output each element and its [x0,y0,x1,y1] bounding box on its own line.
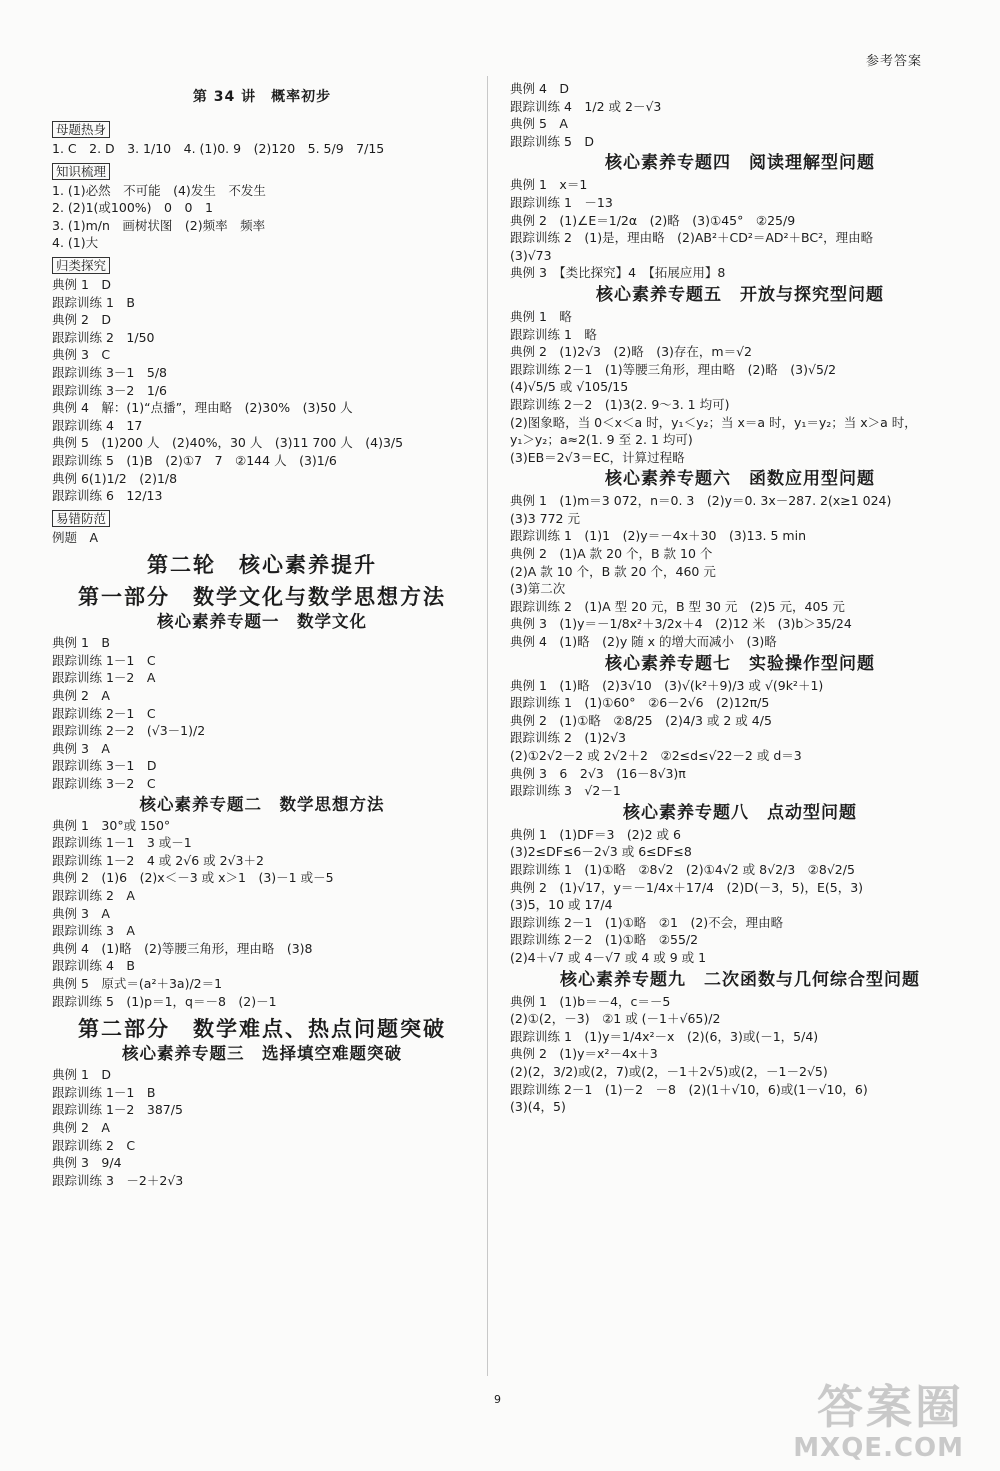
answer-line: (2)4＋√7 或 4－√7 或 4 或 9 或 1 [510,949,707,965]
answer-line: 典例 2 (1)A 款 20 个，B 款 10 个 [510,546,713,562]
answer-line: 典例 1 (1)略 (2)3√10 (3)√(k²＋9)/3 或 √(9k²＋1) [510,677,824,693]
answer-line: 跟踪训练 2 A [52,888,135,903]
answer-line: 跟踪训练 3 √2－1 [510,783,621,799]
answer-line: 典例 1 D [52,1067,112,1083]
answer-line: (2)(2，3/2)或(2，7)或(2，－1＋2√5)或(2，－1－2√5) [510,1063,828,1079]
left-column [52,80,472,1189]
answer-line: 3. (1)m/n 画树状图 (2)频率 频率 [52,217,266,233]
running-header: 参考答案 [865,54,922,69]
answer-line: (3)5，10 或 17/4 [510,897,613,913]
answer-line: 跟踪训练 2－2 (1)3(2. 9～3. 1 均可) [510,396,730,412]
lecture-title: 第 34 讲 概率初步 [192,89,332,105]
section-label-row [52,505,472,529]
column-divider [487,76,488,1376]
answer-line: 典例 1 B [52,635,111,651]
topic-heading: 核心素养专题五 开放与探究型问题 [596,284,884,305]
answer-line: 跟踪训练 4 1/2 或 2－√3 [510,98,662,114]
answer-line: 跟踪训练 2－2 (1)①略 ②55/2 [510,932,699,948]
answer-line: (2)A 款 10 个，B 款 20 个，460 元 [510,563,716,579]
answer-line: 典例 4 (1)略 (2)等腰三角形，理由略 (3)8 [52,940,313,956]
answer-line: 典例 2 (1)6 (2)x＜－3 或 x＞1 (3)－1 或－5 [52,870,334,886]
answer-line: 跟踪训练 3 －2＋2√3 [52,1172,184,1188]
answer-line: 跟踪训练 1－1 3 或－1 [52,835,192,851]
answer-line: 跟踪训练 3－2 1/6 [52,382,167,398]
topic-heading: 核心素养专题六 函数应用型问题 [605,469,875,490]
answer-line: (3)√73 [510,247,552,263]
watermark-logo [793,1381,964,1463]
answer-line: 典例 1 x＝1 [510,177,588,193]
section-label: 易错防范 [52,510,110,527]
answer-line: 跟踪训练 1 (1)y＝1/4x²－x (2)(6，3)或(－1，5/4) [510,1028,819,1044]
answer-line: 跟踪训练 2 (1)2√3 [510,730,627,746]
answer-line: 跟踪训练 1－1 C [52,652,156,668]
answer-line: 跟踪训练 3－1 D [52,758,157,774]
answer-line: 跟踪训练 3－2 C [52,776,156,792]
answer-line: 典例 3 C [52,347,111,363]
answer-line: 跟踪训练 1 略 [510,326,597,342]
answer-line: 跟踪训练 2 C [52,1137,136,1153]
answer-line: 跟踪训练 1 (1)①60° ②6－2√6 (2)12π/5 [510,695,770,711]
topic-heading: 核心素养专题九 二次函数与几何综合型问题 [560,969,920,990]
answer-line: 例题 A [52,529,99,545]
answer-line: 典例 1 (1)DF＝3 (2)2 或 6 [510,826,681,842]
answer-line: 跟踪训练 2－1 (1)－2 －8 (2)(1＋√10，6)或(1－√10，6) [510,1081,868,1097]
answer-line: (3)第二次 [510,581,566,597]
watermark-text: 答案圈 [817,1380,964,1434]
answer-line: 1. (1)必然 不可能 (4)发生 不发生 [52,182,266,198]
answer-line: 典例 3 6 2√3 (16－8√3)π [510,765,686,781]
answer-line: 跟踪训练 1 B [52,294,136,310]
answer-line: 跟踪训练 2 (1)是，理由略 (2)AB²＋CD²＝AD²＋BC²，理由略 [510,230,874,246]
answer-line: 跟踪训练 1－2 387/5 [52,1102,183,1118]
part-heading: 第二部分 数学难点、热点问题突破 [78,1017,446,1042]
answer-line: 跟踪训练 2－2 (√3－1)/2 [52,723,206,739]
answer-line: 典例 3 【类比探究】4 【拓展应用】8 [510,265,726,281]
answer-line: 跟踪训练 3 A [52,923,135,939]
answer-line: 典例 5 (1)200 人 (2)40%，30 人 (3)11 700 人 (4)3/5 [52,435,404,451]
answer-line: (2)图象略，当 0＜x＜a 时，y₁＜y₂；当 x＝a 时，y₁＝y₂；当 x＞a 时， [510,414,917,430]
answer-line: 典例 3 A [52,905,110,921]
answer-line: (3)2≤DF≤6－2√3 或 6≤DF≤8 [510,844,692,860]
answer-line: 跟踪训练 1 (1)1 (2)y＝－4x＋30 (3)13. 5 min [510,528,807,544]
topic-heading: 核心素养专题四 阅读理解型问题 [605,153,875,174]
section-label: 归类探究 [52,257,110,274]
answer-line: 跟踪训练 4 17 [52,417,143,433]
part-heading: 第二轮 核心素养提升 [147,553,377,578]
answer-line: 2. (2)1(或100%) 0 0 1 [52,200,213,216]
answer-line: 跟踪训练 4 B [52,958,136,974]
right-column [510,80,970,1116]
answer-line: 跟踪训练 1－2 4 或 2√6 或 2√3＋2 [52,852,264,868]
answer-line: 典例 5 原式＝(a²＋3a)/2＝1 [52,975,223,991]
section-label-row [52,116,472,140]
answer-line: 跟踪训练 3－1 5/8 [52,364,167,380]
answer-line: 典例 1 (1)m＝3 072，n＝0. 3 (2)y＝0. 3x－287. 2(x≥1 024) [510,493,892,509]
topic-heading: 核心素养专题八 点动型问题 [623,802,857,823]
answer-line: 典例 1 D [52,276,112,292]
answer-line: 典例 3 A [52,740,110,756]
answer-line: 典例 4 D [510,81,570,96]
answer-line: (3)(4，5) [510,1099,566,1115]
answer-line: 跟踪训练 2－1 (1)等腰三角形，理由略 (2)略 (3)√5/2 [510,361,837,377]
answer-line: 典例 3 9/4 [52,1155,122,1171]
answer-line: 典例 6(1)1/2 (2)1/8 [52,470,178,486]
section-label: 知识梳理 [52,163,110,180]
answer-line: 典例 2 D [52,312,112,328]
topic-heading: 核心素养专题二 数学思想方法 [139,794,385,814]
answer-line: 跟踪训练 1－2 A [52,670,156,686]
answer-line: 4. (1)大 [52,235,99,251]
answer-line: 典例 1 (1)b＝－4，c＝－5 [510,993,671,1009]
answer-line: 跟踪训练 1 －13 [510,194,613,210]
answer-line: (2)①2√2－2 或 2√2＋2 ②2≤d≤√22－2 或 d＝3 [510,748,802,763]
section-label-row [52,252,472,276]
answer-line: 典例 1 30°或 150° [52,817,171,833]
part-heading: 第一部分 数学文化与数学思想方法 [78,585,446,610]
answer-line: 典例 4 (1)略 (2)y 随 x 的增大而减小 (3)略 [510,634,777,650]
answer-line: 跟踪训练 5 (1)p＝1，q＝－8 (2)－1 [52,993,277,1009]
answer-line: 跟踪训练 1 (1)①略 ②8√2 (2)①4√2 或 8√2/3 ②8√2/5 [510,861,855,877]
section-label-row [52,158,472,182]
watermark-url: MXQE.COM [793,1433,964,1463]
answer-line: 典例 2 (1)2√3 (2)略 (3)存在，m＝√2 [510,344,753,360]
answer-line: 跟踪训练 5 (1)B (2)①7 7 ②144 人 (3)1/6 [52,452,337,468]
answer-line: 跟踪训练 2 1/50 [52,329,155,345]
answer-line: 跟踪训练 2－1 C [52,705,156,721]
answer-line: 典例 2 (1)√17，y＝－1/4x＋17/4 (2)D(－3，5)，E(5，3) [510,879,864,895]
answer-line: 典例 3 (1)y＝－1/8x²＋3/2x＋4 (2)12 米 (3)b＞35/24 [510,616,852,632]
answer-line: 跟踪训练 6 12/13 [52,488,163,504]
answer-line: 跟踪训练 1－1 B [52,1084,156,1100]
topic-heading: 核心素养专题七 实验操作型问题 [605,653,875,674]
answer-line: 1. C 2. D 3. 1/10 4. (1)0. 9 (2)120 5. 5/9 7/15 [52,141,385,156]
page-number: 9 [494,1393,501,1406]
answer-line: 典例 2 A [52,1119,110,1135]
answer-line: 跟踪训练 2 (1)A 型 20 元，B 型 30 元 (2)5 元，405 元 [510,598,845,614]
topic-heading: 核心素养专题一 数学文化 [157,612,367,632]
answer-line: 典例 2 (1)y＝x²－4x＋3 [510,1046,658,1062]
answer-line: 典例 2 (1)∠E＝1/2α (2)略 (3)①45° ②25/9 [510,212,796,228]
answer-line: 跟踪训练 5 D [510,133,595,149]
answer-line: 跟踪训练 2－1 (1)①略 ②1 (2)不会，理由略 [510,914,784,930]
answer-line: 典例 4 解：(1)“点播”，理由略 (2)30% (3)50 人 [52,400,353,416]
section-label: 母题热身 [52,121,110,138]
answer-line: (2)①(2，－3) ②1 或 (－1＋√65)/2 [510,1011,721,1027]
answer-line: y₁＞y₂；a≈2(1. 9 至 2. 1 均可) [510,432,693,448]
topic-heading: 核心素养专题三 选择填空难题突破 [122,1044,402,1064]
answer-line: (3)EB＝2√3＝EC，计算过程略 [510,449,685,465]
answer-line: 典例 2 A [52,688,110,704]
answer-line: (4)√5/5 或 √105/15 [510,379,629,395]
answer-line: 典例 5 A [510,116,568,132]
answer-line: (3)3 772 元 [510,510,580,526]
answer-line: 典例 2 (1)①略 ②8/25 (2)4/3 或 2 或 4/5 [510,712,772,728]
answer-line: 典例 1 略 [510,308,572,324]
